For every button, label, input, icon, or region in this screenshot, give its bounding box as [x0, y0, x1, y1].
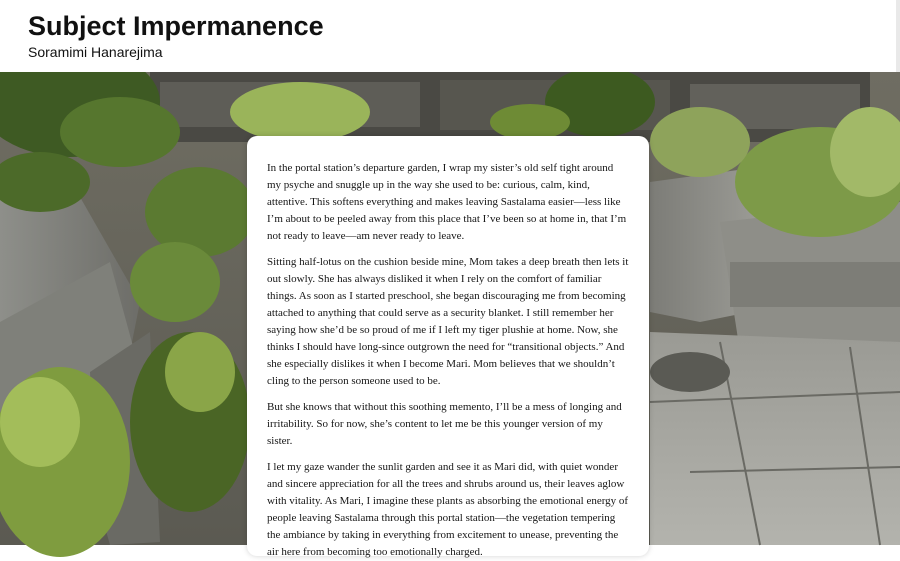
story-paragraph-3: But she knows that without this soothing memento, I’ll be a mess of longing and irritability. So for now, she’s content to let me be this younger version of my sister.	[267, 401, 622, 447]
page-title: Subject Impermanence	[28, 11, 324, 41]
scrollbar-edge	[896, 0, 900, 72]
story-card	[247, 136, 649, 556]
story-paragraph-2: Sitting half-lotus on the cushion beside mine, Mom takes a deep breath then lets it out slowly. She has always disliked it when I rely on the comfort of familiar things. As soon as I started preschool, she began discouraging me from becoming attached to anything that could serve as a security blanket. I still remember her saying how she’d be so proud of me if I left my tiger plushie at home. Now, she thinks I should have long-since outgrown the need for “transitional objects.” And she especially dislikes it when I become Mari. Mom believes that we shouldn’t cling to the person someone used to be.	[267, 256, 629, 387]
author-name: Soramimi Hanarejima	[28, 44, 163, 60]
page-header	[0, 0, 900, 72]
story-paragraph-4: I let my gaze wander the sunlit garden and see it as Mari did, with quiet wonder and sincere appreciation for all the trees and shrubs around us, their leaves aglow with vitality. As Mari, I imagine these plants as absorbing the emotional energy of people leaving Sastalama through this portal station—the vegetation tempering the ambiance by taking in everything from excitement to unease, preventing the air here from becoming too emotionally charged.	[267, 461, 629, 558]
story-paragraph-1: In the portal station’s departure garden, I wrap my sister’s old self tight around my psyche and snuggle up in the way she used to be: curious, calm, kind, attentive. This softens everything and makes leaving Sastalama easier—less like I’m about to be peeled away from this place that I’ve been so at home in, that I’m not ready to leave—am never ready to leave.	[267, 162, 627, 242]
